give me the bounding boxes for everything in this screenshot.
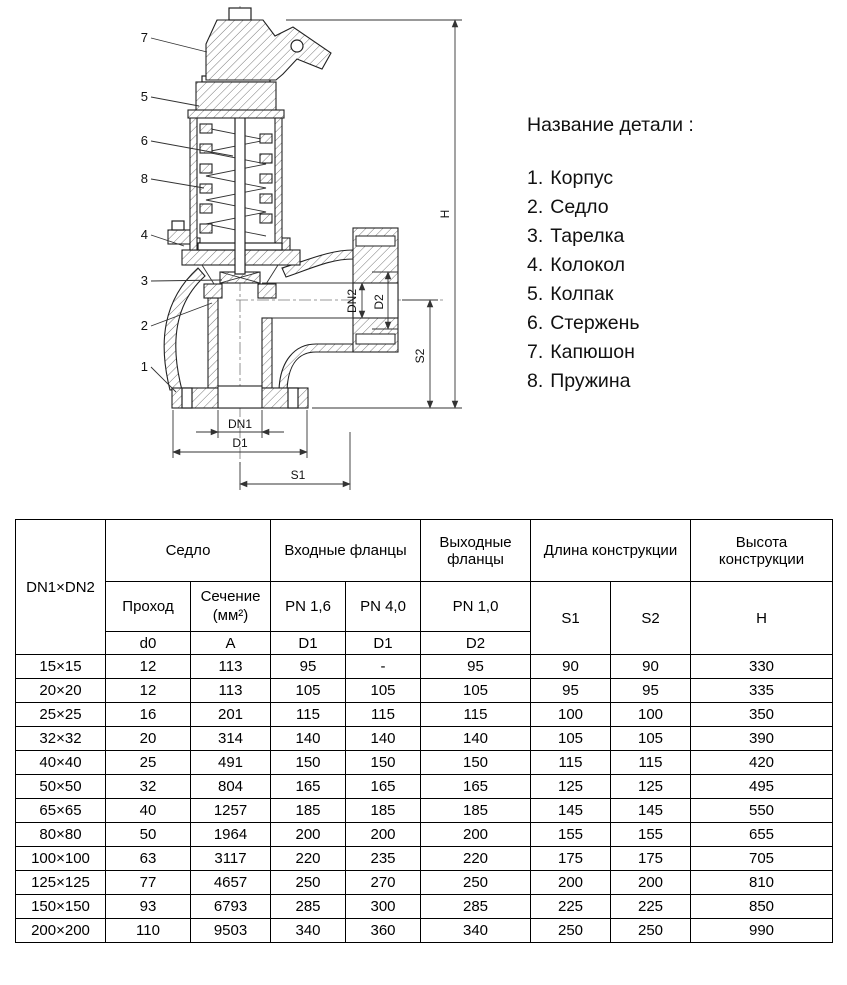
table-cell: 225 — [531, 895, 611, 919]
col-header-s1: S1 — [531, 582, 611, 655]
table-cell: 95 — [531, 679, 611, 703]
table-cell: 655 — [691, 823, 833, 847]
table-cell: 200 — [421, 823, 531, 847]
table-cell: 6793 — [191, 895, 271, 919]
callout-6: 6 — [140, 133, 148, 148]
table-cell: 115 — [346, 703, 421, 727]
table-cell: 145 — [611, 799, 691, 823]
table-cell: 9503 — [191, 919, 271, 943]
table-cell: 340 — [421, 919, 531, 943]
callout-7: 7 — [140, 30, 148, 45]
table-cell: 50×50 — [16, 775, 106, 799]
table-cell: 285 — [271, 895, 346, 919]
legend-item-label: Стержень — [550, 312, 640, 334]
legend-item-number: 8. — [527, 370, 544, 392]
legend-list — [527, 164, 694, 396]
table-cell: 95 — [421, 655, 531, 679]
dim-label-dn1: DN1 — [227, 417, 253, 431]
table-cell: 15×15 — [16, 655, 106, 679]
valve-drawing — [0, 0, 520, 505]
parts-legend — [527, 114, 694, 396]
table-row — [16, 823, 833, 847]
table-cell: 990 — [691, 919, 833, 943]
legend-item — [527, 338, 694, 367]
table-row — [16, 847, 833, 871]
table-cell: 150 — [421, 751, 531, 775]
table-cell: 16 — [106, 703, 191, 727]
table-cell: 200 — [611, 871, 691, 895]
callout-4: 4 — [140, 227, 148, 242]
table-cell: 350 — [691, 703, 833, 727]
legend-item-number: 2. — [527, 196, 544, 218]
dim-label-h: H — [438, 209, 452, 219]
table-cell: 150 — [346, 751, 421, 775]
table-cell: 115 — [611, 751, 691, 775]
table-cell: 250 — [531, 919, 611, 943]
table-row — [16, 871, 833, 895]
legend-item — [527, 193, 694, 222]
dim-label-dn2: DN2 — [345, 288, 359, 314]
table-cell: 185 — [346, 799, 421, 823]
col-header-pn10: PN 1,0 — [421, 582, 531, 632]
table-cell: 145 — [531, 799, 611, 823]
col-header-a: A — [191, 632, 271, 655]
table-cell: 420 — [691, 751, 833, 775]
table-cell: 20×20 — [16, 679, 106, 703]
col-header-sedlo: Седло — [106, 520, 271, 582]
table-cell: 155 — [611, 823, 691, 847]
table-row — [16, 895, 833, 919]
col-header-length: Длина конструкции — [531, 520, 691, 582]
col-header-s2: S2 — [611, 582, 691, 655]
table-cell: 150×150 — [16, 895, 106, 919]
sechenie-unit: (мм²) — [212, 606, 249, 624]
table-cell: 250 — [611, 919, 691, 943]
table-cell: 32×32 — [16, 727, 106, 751]
table-row — [16, 919, 833, 943]
table-cell: 201 — [191, 703, 271, 727]
table-cell: - — [346, 655, 421, 679]
col-header-dn: DN1×DN2 — [16, 520, 106, 655]
legend-item-number: 4. — [527, 254, 544, 276]
dim-label-s2: S2 — [413, 348, 427, 364]
table-row — [16, 799, 833, 823]
col-header-h: H — [691, 582, 833, 655]
table-row — [16, 727, 833, 751]
col-header-pn16: PN 1,6 — [271, 582, 346, 632]
table-cell: 185 — [421, 799, 531, 823]
table-cell: 235 — [346, 847, 421, 871]
table-cell: 12 — [106, 679, 191, 703]
table-row — [16, 775, 833, 799]
table-cell: 285 — [421, 895, 531, 919]
col-header-d1-pn16: D1 — [271, 632, 346, 655]
table-cell: 140 — [421, 727, 531, 751]
table-row — [16, 751, 833, 775]
legend-item-number: 6. — [527, 312, 544, 334]
table-cell: 113 — [191, 679, 271, 703]
table-cell: 105 — [346, 679, 421, 703]
col-header-d0: d0 — [106, 632, 191, 655]
table-cell: 3117 — [191, 847, 271, 871]
col-header-prohod: Проход — [106, 582, 191, 632]
table-cell: 270 — [346, 871, 421, 895]
table-cell: 65×65 — [16, 799, 106, 823]
table-cell: 105 — [271, 679, 346, 703]
table-cell: 125 — [611, 775, 691, 799]
dim-label-d1: D1 — [232, 436, 248, 450]
col-header-sechenie — [191, 582, 271, 632]
legend-item-number: 5. — [527, 283, 544, 305]
table-cell: 105 — [611, 727, 691, 751]
table-cell: 140 — [346, 727, 421, 751]
dim-label-d2: D2 — [372, 294, 386, 310]
table-cell: 300 — [346, 895, 421, 919]
table-cell: 25 — [106, 751, 191, 775]
table-cell: 155 — [531, 823, 611, 847]
table-cell: 495 — [691, 775, 833, 799]
table-cell: 1964 — [191, 823, 271, 847]
table-body — [16, 655, 833, 943]
table-cell: 491 — [191, 751, 271, 775]
spec-table — [15, 519, 833, 943]
legend-item — [527, 367, 694, 396]
table-cell: 360 — [346, 919, 421, 943]
table-cell: 80×80 — [16, 823, 106, 847]
table-cell: 185 — [271, 799, 346, 823]
callout-2: 2 — [140, 318, 148, 333]
legend-item — [527, 251, 694, 280]
table-cell: 125×125 — [16, 871, 106, 895]
table-cell: 340 — [271, 919, 346, 943]
valve-hood — [206, 8, 331, 80]
table-head — [16, 520, 833, 655]
table-cell: 100 — [531, 703, 611, 727]
table-cell: 225 — [611, 895, 691, 919]
table-cell: 335 — [691, 679, 833, 703]
legend-item-label: Тарелка — [550, 225, 625, 247]
legend-item-label: Колпак — [550, 283, 614, 305]
table-cell: 165 — [421, 775, 531, 799]
table-cell: 20 — [106, 727, 191, 751]
table-cell: 93 — [106, 895, 191, 919]
table-cell: 330 — [691, 655, 833, 679]
table-cell: 100 — [611, 703, 691, 727]
table-cell: 150 — [271, 751, 346, 775]
table-cell: 115 — [271, 703, 346, 727]
legend-item-label: Корпус — [550, 167, 614, 189]
col-header-height: Высота конструкции — [691, 520, 833, 582]
callout-3: 3 — [140, 273, 148, 288]
legend-item-number: 3. — [527, 225, 544, 247]
table-cell: 1257 — [191, 799, 271, 823]
table-cell: 314 — [191, 727, 271, 751]
table-row — [16, 655, 833, 679]
legend-item-number: 1. — [527, 167, 544, 189]
table-cell: 250 — [271, 871, 346, 895]
table-cell: 115 — [421, 703, 531, 727]
table-cell: 40×40 — [16, 751, 106, 775]
table-cell: 12 — [106, 655, 191, 679]
col-header-outlet-flanges: Выходные фланцы — [421, 520, 531, 582]
table-cell: 100×100 — [16, 847, 106, 871]
legend-item-label: Пружина — [550, 370, 631, 392]
legend-item — [527, 309, 694, 338]
legend-item-label: Колокол — [550, 254, 626, 276]
callout-8: 8 — [140, 171, 148, 186]
table-cell: 40 — [106, 799, 191, 823]
table-cell: 50 — [106, 823, 191, 847]
table-cell: 165 — [346, 775, 421, 799]
table-cell: 140 — [271, 727, 346, 751]
valve-body — [164, 250, 353, 390]
table-cell: 110 — [106, 919, 191, 943]
table-cell: 850 — [691, 895, 833, 919]
table-cell: 125 — [531, 775, 611, 799]
table-cell: 200 — [346, 823, 421, 847]
table-row — [16, 703, 833, 727]
table-cell: 63 — [106, 847, 191, 871]
valve-drawing-area — [0, 0, 520, 505]
table-cell: 4657 — [191, 871, 271, 895]
table-cell: 32 — [106, 775, 191, 799]
table-cell: 113 — [191, 655, 271, 679]
table-cell: 200 — [271, 823, 346, 847]
base-flange — [172, 386, 308, 408]
table-cell: 90 — [611, 655, 691, 679]
table-cell: 550 — [691, 799, 833, 823]
table-cell: 175 — [611, 847, 691, 871]
table-cell: 90 — [531, 655, 611, 679]
table-cell: 390 — [691, 727, 833, 751]
dim-label-s1: S1 — [290, 468, 306, 482]
sechenie-label: Сечение — [200, 587, 261, 605]
legend-item-label: Седло — [550, 196, 609, 218]
legend-item — [527, 222, 694, 251]
table-cell: 105 — [421, 679, 531, 703]
table-cell: 95 — [271, 655, 346, 679]
table-cell: 804 — [191, 775, 271, 799]
callout-1: 1 — [140, 359, 148, 374]
col-header-pn40: PN 4,0 — [346, 582, 421, 632]
table-cell: 175 — [531, 847, 611, 871]
legend-item — [527, 280, 694, 309]
table-cell: 200×200 — [16, 919, 106, 943]
col-header-d1-pn40: D1 — [346, 632, 421, 655]
table-cell: 250 — [421, 871, 531, 895]
table-cell: 200 — [531, 871, 611, 895]
table-cell: 77 — [106, 871, 191, 895]
table-row — [16, 679, 833, 703]
table-cell: 115 — [531, 751, 611, 775]
table-cell: 705 — [691, 847, 833, 871]
valve-cap — [188, 76, 284, 118]
legend-item-number: 7. — [527, 341, 544, 363]
table-cell: 105 — [531, 727, 611, 751]
legend-item-label: Капюшон — [550, 341, 635, 363]
col-header-inlet-flanges: Входные фланцы — [271, 520, 421, 582]
table-cell: 165 — [271, 775, 346, 799]
col-header-d2: D2 — [421, 632, 531, 655]
table-cell: 220 — [421, 847, 531, 871]
table-cell: 95 — [611, 679, 691, 703]
table-cell: 25×25 — [16, 703, 106, 727]
legend-item — [527, 164, 694, 193]
table-cell: 810 — [691, 871, 833, 895]
table-cell: 220 — [271, 847, 346, 871]
callout-5: 5 — [140, 89, 148, 104]
legend-title: Название детали : — [527, 114, 694, 136]
